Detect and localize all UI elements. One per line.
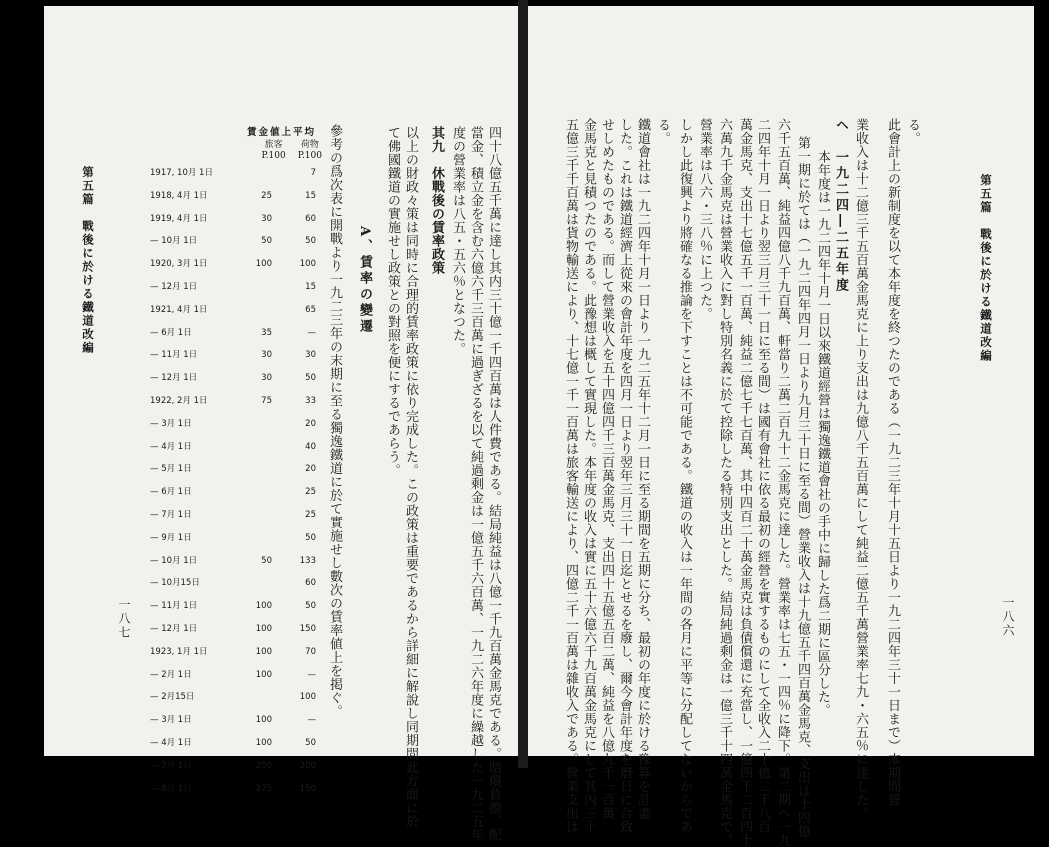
row-freight-rate: 15	[305, 281, 316, 292]
row-date: — 4月 1日	[150, 441, 192, 452]
row-passenger-rate: 100	[255, 669, 272, 680]
row-date: 1921, 4月 1日	[150, 304, 208, 315]
row-date: — 6月 1日	[150, 487, 192, 498]
text-column: 當金、積立金を含む六億六千三百萬に過ぎざるを以て純過剩金は一億五千六百萬、一九二六年度に繰越した一九二五年	[468, 126, 483, 842]
row-date: 1918, 4月 1日	[150, 190, 208, 201]
row-date: — 7月 1日	[150, 760, 192, 771]
text-column: 四十八億五千萬に達し其内三十億一千四百萬は人件費である。結局純益は八億一千九百萬金馬克である。賠償負擔、配	[486, 126, 501, 842]
table-row	[150, 344, 322, 367]
table-row	[150, 504, 322, 527]
row-date: — 12月 1日	[150, 623, 198, 634]
text-column: 其九 休戰後の賃率政策	[429, 126, 444, 275]
row-date: — 11月 1日	[150, 601, 198, 612]
text-column: した。これは鐵道經濟上從來の會計年度を四月一日より翌年三月三十一日迄とせるを廢し、爾今會計年度を曆日に合致	[617, 118, 632, 834]
row-passenger-rate: 100	[255, 601, 272, 612]
row-passenger-rate: 30	[261, 350, 272, 361]
text-column: る。	[655, 118, 670, 145]
row-date: — 6月 1日	[150, 327, 192, 338]
table-row	[150, 299, 322, 322]
table-row	[150, 527, 322, 550]
row-date: — 8月 1日	[150, 783, 192, 794]
row-passenger-rate: 50	[261, 236, 272, 247]
row-freight-rate: 25	[305, 509, 316, 520]
table-title: 賃金値上平均	[246, 127, 316, 138]
table-header	[150, 140, 322, 162]
text-column: 營業率は八六・三八％に上つた。	[697, 118, 712, 321]
table-row	[150, 185, 322, 208]
book-gutter	[518, 0, 528, 768]
table-row	[150, 208, 322, 231]
row-freight-rate: 50	[305, 236, 316, 247]
table-row	[150, 322, 322, 345]
text-column: 金馬克と見積つたのである。此豫想は概して實現した。本年度の收入は實に五十六億六千九百萬金馬克にして其內三十	[581, 118, 596, 834]
header-freight: 荷物 P.100	[297, 140, 322, 161]
row-freight-rate: 70	[305, 646, 316, 657]
row-freight-rate: 30	[305, 350, 316, 361]
row-freight-rate: —	[307, 669, 316, 680]
row-date: — 4月 1日	[150, 737, 192, 748]
row-date: — 12月 1日	[150, 373, 198, 384]
table-row	[150, 755, 322, 778]
left-running-head: 第五篇 戰後に於ける鐵道改編	[81, 166, 95, 355]
table-row	[150, 641, 322, 664]
table-row	[150, 618, 322, 641]
right-page-number: 一八六	[1001, 596, 1015, 638]
table-row	[150, 436, 322, 459]
row-freight-rate: 20	[305, 418, 316, 429]
row-freight-rate: —	[307, 327, 316, 338]
row-date: 1923, 1月 1日	[150, 646, 208, 657]
table-row	[150, 390, 322, 413]
table-row	[150, 458, 322, 481]
table-row	[150, 686, 322, 709]
row-freight-rate: 50	[305, 532, 316, 543]
text-column: 參考の爲次表に開戰より一九二三年の末期に至る獨逸鐵道に於て實施せし數次の賃率値上を掲ぐ。	[327, 124, 342, 718]
row-freight-rate: 100	[299, 692, 316, 703]
row-passenger-rate: 35	[261, 327, 272, 338]
table-row	[150, 413, 322, 436]
fare-increase-table	[150, 124, 322, 800]
row-freight-rate: 25	[305, 487, 316, 498]
row-freight-rate: 50	[305, 373, 316, 384]
row-date: 1922, 2月 1日	[150, 395, 208, 406]
row-freight-rate: 100	[299, 259, 316, 270]
row-date: — 2月15日	[150, 692, 195, 703]
table-row	[150, 481, 322, 504]
right-running-head: 第五篇 戰後に於ける鐵道改編	[979, 174, 993, 363]
text-column: せしめたものである。而して營業收入を五十四億四千三百萬金馬克、支出四十五億五百二萬、純益を八億九千一百萬	[599, 118, 614, 820]
left-page-number: 一八七	[117, 598, 131, 640]
row-passenger-rate: 75	[261, 395, 272, 406]
row-passenger-rate: 275	[255, 783, 272, 794]
row-freight-rate: 15	[305, 190, 316, 201]
table-row	[150, 276, 322, 299]
row-passenger-rate: 50	[261, 555, 272, 566]
row-freight-rate: 50	[305, 601, 316, 612]
row-date: — 7月 1日	[150, 509, 192, 520]
table-body	[150, 162, 322, 800]
text-column: 第一期に於ては（一九二四年四月一日より九月三十日に至る間）營業收入は十九億五千四百萬金馬克、支出は十四億	[795, 136, 810, 838]
left-page	[44, 6, 518, 842]
row-date: — 9月 1日	[150, 532, 192, 543]
table-row	[150, 162, 322, 185]
row-passenger-rate: 100	[255, 715, 272, 726]
row-passenger-rate: 25	[261, 190, 272, 201]
row-freight-rate: 60	[305, 578, 316, 589]
text-column: A、賃率の變遷	[357, 226, 372, 336]
row-freight-rate: 200	[299, 760, 316, 771]
text-column: 本年度は一九二四年十月一日以來鐵道經營は獨逸鐵道會社の手中に歸した爲二期に區分した。	[815, 150, 830, 717]
row-freight-rate: 50	[305, 737, 316, 748]
row-date: — 3月 1日	[150, 418, 192, 429]
row-date: — 2月 1日	[150, 669, 192, 680]
text-column: しかし此復興より將確なる推論を下すことは不可能である。鐵道の收入は一年間の各月に平等に分配してないからであ	[677, 118, 692, 834]
row-date: — 5月 1日	[150, 464, 192, 475]
row-freight-rate: 40	[305, 441, 316, 452]
header-passenger: 旅客 P.100	[261, 140, 286, 161]
table-row	[150, 778, 322, 801]
row-passenger-rate: 30	[261, 373, 272, 384]
row-date: — 10月15日	[150, 578, 200, 589]
text-column: 度の營業率は八五・五六％となつた。	[450, 126, 465, 356]
text-column: て佛國鐵道の實施せし政策との對照を便にするであらう。	[385, 126, 400, 477]
row-date: — 11月 1日	[150, 350, 198, 361]
text-column: 六千五百萬、純益四億八千九百萬、軒當り二萬二百九十二金馬克に達した。營業率は七五・一四％に降下。第二期へ一九	[775, 118, 790, 847]
text-column: 二四年十月一日より翌三月三十一日に至る間）は國有會社に依る最初の經營を實するものにして全收入二十億二千八百	[755, 118, 770, 834]
row-freight-rate: 133	[299, 555, 316, 566]
row-passenger-rate: 250	[255, 760, 272, 771]
table-row	[150, 253, 322, 276]
table-row	[150, 709, 322, 732]
row-date: — 12月 1日	[150, 281, 198, 292]
row-freight-rate: 65	[305, 304, 316, 315]
text-column: 此會計上の新制度を以て本年度を終つたのである（一九二三年十月十五日より一九二四年三十一日まで）本期間營	[885, 118, 900, 807]
table-row	[150, 572, 322, 595]
text-column: る。	[905, 118, 920, 145]
table-row	[150, 595, 322, 618]
table-row	[150, 550, 322, 573]
text-column: 萬金馬克、支出十七億五千一百萬、純益二億七千七百萬、其中四百二十萬金馬克は負債償還に充當し、一億四千二百四十	[737, 118, 752, 847]
table-row	[150, 664, 322, 687]
row-date: — 3月 1日	[150, 715, 192, 726]
text-column: 以上の財政々策は同時に合理的賃率政策に依り完成した。この政策は重要であるから詳細に解說し同期間此方面に於	[403, 126, 418, 828]
table-row	[150, 732, 322, 755]
row-freight-rate: 150	[299, 623, 316, 634]
text-column: 六萬九千金馬克は營業收入に對し特別名義に於て控除したる特別支出とした。結局純過剩金は一億三千十四萬金馬克で、	[717, 118, 732, 847]
row-freight-rate: 7	[310, 168, 316, 178]
row-date: — 10月 1日	[150, 236, 198, 247]
row-passenger-rate: 100	[255, 623, 272, 634]
right-page	[528, 6, 1034, 847]
table-row	[150, 230, 322, 253]
row-passenger-rate: 100	[255, 737, 272, 748]
table-row	[150, 367, 322, 390]
text-column: 業收入は十二億三千五百萬金馬克に上り支出は九億八千五百萬にして純益二億五千萬營業率七九・六五％に達した。	[853, 118, 868, 820]
row-date: 1919, 4月 1日	[150, 213, 208, 224]
text-column: ヘ 一九二四―二五年度	[833, 118, 848, 294]
row-passenger-rate: 100	[255, 259, 272, 270]
row-passenger-rate: 30	[261, 213, 272, 224]
row-date: 1920, 3月 1日	[150, 259, 208, 270]
row-freight-rate: —	[307, 715, 316, 726]
row-freight-rate: 20	[305, 464, 316, 475]
text-column: 五億三千千百萬は貨物輸送により、十七億一千一百萬は旅客輸送により、四億二千一百萬は雜收入である。營業支出は	[563, 118, 578, 834]
row-date: — 10月 1日	[150, 555, 198, 566]
row-freight-rate: 150	[299, 783, 316, 794]
row-freight-rate: 33	[305, 395, 316, 406]
text-column: 鐵道會社は一九二四年十月一日より一九二五年十二月一日に至る期間を五期に分ち、最初の年度に於ける豫算を計畫	[635, 118, 650, 820]
row-passenger-rate: 100	[255, 646, 272, 657]
row-freight-rate: 60	[305, 213, 316, 224]
row-date: 1917, 10月 1日	[150, 168, 213, 178]
